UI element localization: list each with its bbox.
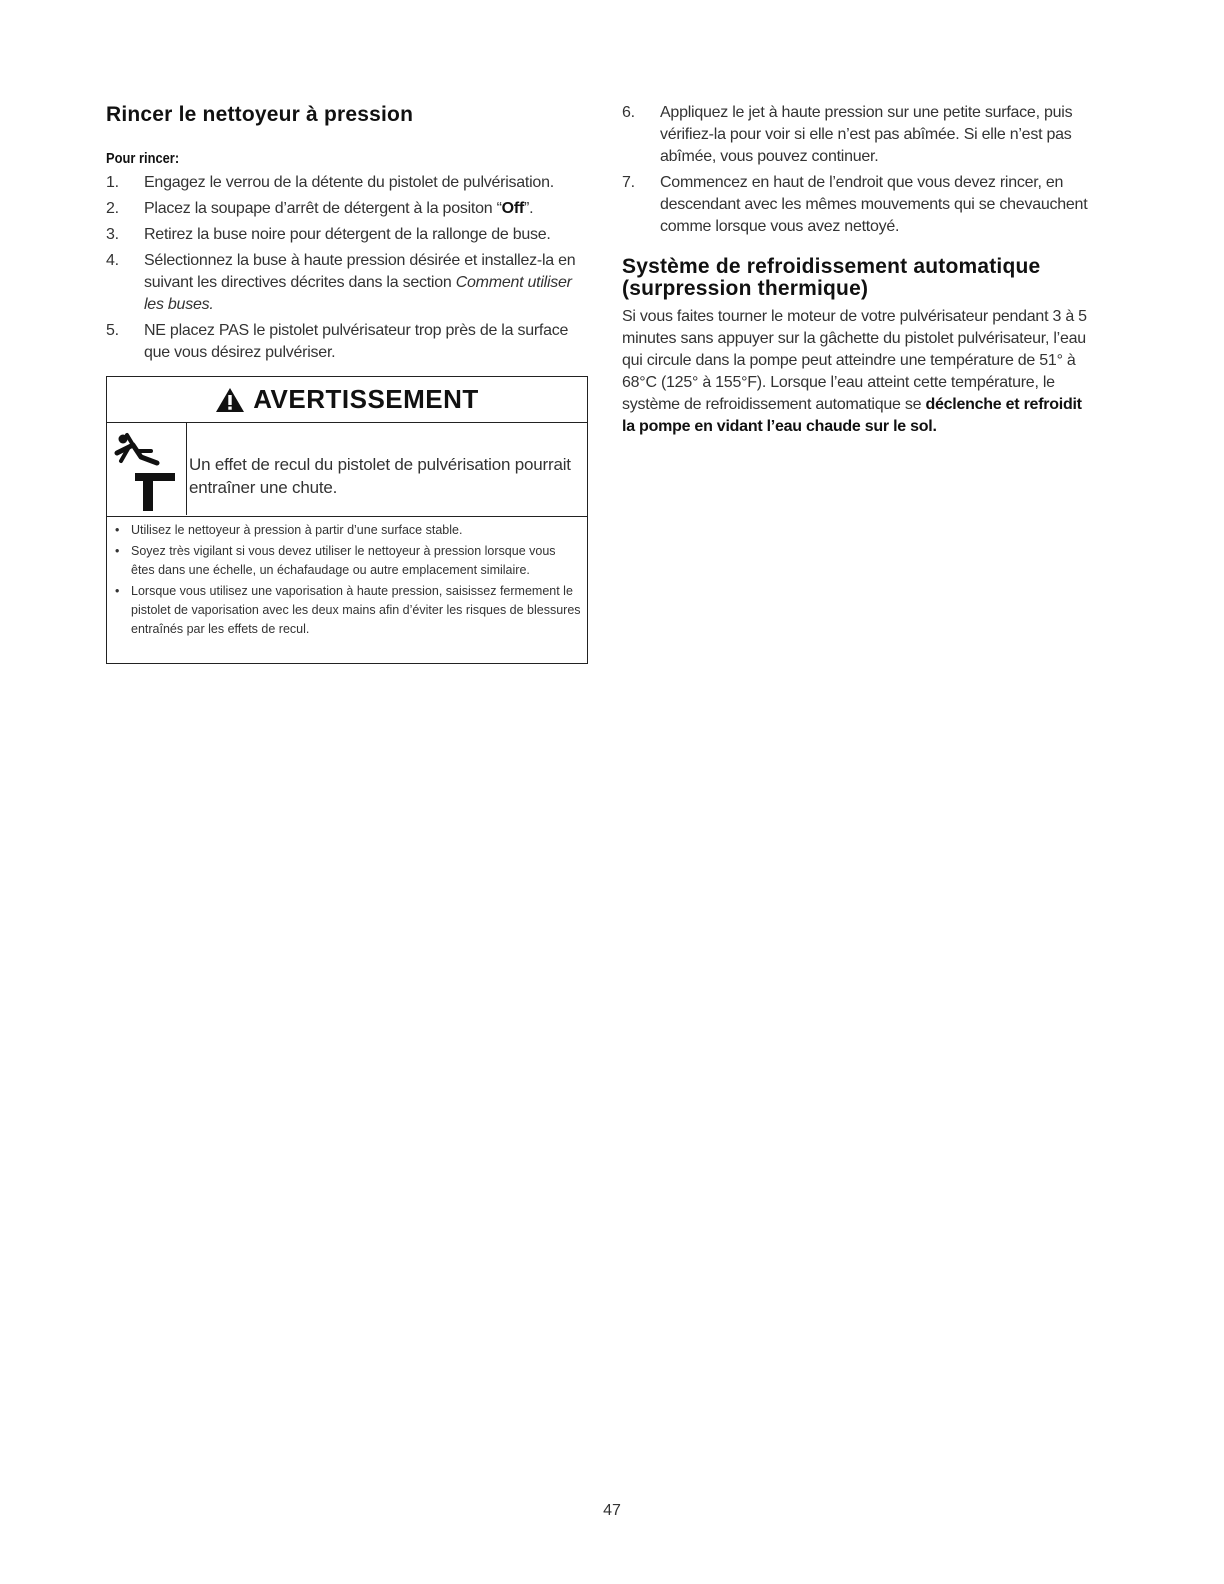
list-item: • Soyez très vigilant si vous devez utiliser le nettoyeur à pression lorsque vous êtes dans une échelle, un échafaudage ou autre emplacement similaire. [115, 544, 556, 577]
rinse-steps-list [106, 172, 590, 368]
warning-title: AVERTISSEMENT [253, 384, 479, 414]
list-item: 4. Sélectionnez la buse à haute pression désirée et installez-la en suivant les directives décrites dans la section Comment utiliser les buses. [106, 252, 576, 313]
warning-message: Un effet de recul du pistolet de pulvérisation pourrait entraîner une chute. [189, 455, 571, 497]
list-item: 5. NE placez PAS le pistolet pulvérisateur trop près de la surface que vous désirez pulvériser. [106, 322, 569, 361]
page-number: 47 [603, 1502, 621, 1519]
warning-message-row [107, 423, 587, 517]
warning-box [106, 376, 588, 664]
list-item: • Lorsque vous utilisez une vaporisation à haute pression, saisissez fermement le pistolet de vaporisation avec les deux mains afin d’éviter les risques de blessures entraînés par les effets de recul. [115, 584, 581, 636]
warning-header [107, 377, 587, 423]
section-heading-refroidissement: Système de refroidissement automatique (surpression thermique) [622, 255, 1041, 300]
cooling-system-paragraph: Si vous faites tourner le moteur de votre pulvérisateur pendant 3 à 5 minutes sans appuyer sur la gâchette du pistolet pulvérisateur, l’eau qui circule dans la pompe peut atteindre une température de 51° à 68°C (125° à 155°F). Lorsque l’eau atteint cette température, le système de refroidissement automatique se déclenche et refroidit la pompe en vidant l’eau chaude sur le sol. [622, 308, 1087, 435]
warning-pictogram [107, 423, 187, 515]
slip-fall-icon [107, 423, 185, 513]
list-item: 6. Appliquez le jet à haute pression sur une petite surface, puis vérifiez-la pour voir si elle n’est pas abîmée. Si elle n’est pas abîmée, vous pouvez continuer. [622, 104, 1073, 165]
section-heading-rincer: Rincer le nettoyeur à pression [106, 103, 414, 126]
rinse-steps-list-continued [622, 102, 1092, 242]
list-item: 7. Commencez en haut de l’endroit que vous devez rincer, en descendant avec les mêmes mouvements qui se chevauchent comme lorsque vous avez nettoyé. [622, 174, 1088, 235]
warning-bullet-list [107, 521, 587, 641]
subheading-pour-rincer: Pour rincer: [106, 150, 180, 167]
warning-triangle-icon [215, 386, 245, 414]
list-item: 2. Placez la soupape d’arrêt de détergent à la positon “Off”. [106, 200, 534, 217]
list-item: 1. Engagez le verrou de la détente du pistolet de pulvérisation. [106, 174, 554, 191]
list-item: 3. Retirez la buse noire pour détergent de la rallonge de buse. [106, 226, 551, 243]
list-item: • Utilisez le nettoyeur à pression à partir d’une surface stable. [115, 523, 463, 537]
